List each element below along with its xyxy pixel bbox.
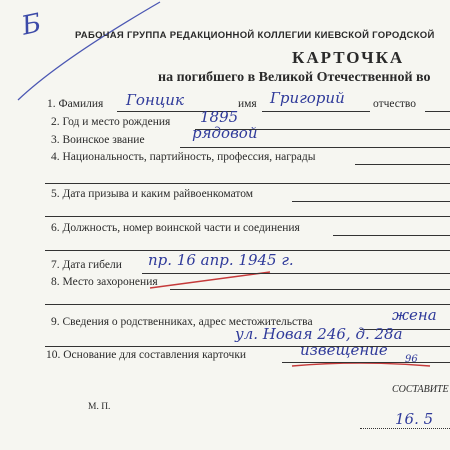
field-burial-line-1: [170, 289, 450, 290]
field-unit-line-1: [333, 235, 450, 236]
field-relatives-label: 9. Сведения о родственниках, адрес местожительства: [51, 316, 313, 328]
composed-date: 16. 5: [395, 410, 434, 428]
field-patronymic-line: [425, 111, 450, 112]
field-basis-line: [282, 362, 450, 363]
field-basis-value: извещение: [300, 341, 388, 359]
field-draft-line-2: [45, 216, 450, 217]
field-birth-value: 1895: [200, 108, 239, 126]
field-relatives-value-2: ул. Новая 246, д. 28а: [235, 325, 403, 343]
corner-mark: Б: [19, 8, 45, 42]
composed-label: СОСТАВИТЕ: [392, 384, 449, 395]
organization-header: РАБОЧАЯ ГРУППА РЕДАКЦИОННОЙ КОЛЛЕГИИ КИЕВСКОЙ ГОРОДСКОЙ: [75, 30, 435, 41]
field-surname-label: 1. Фамилия: [47, 98, 104, 110]
field-surname-value: Гонцик: [126, 91, 184, 109]
seal-placeholder: М. П.: [88, 402, 111, 412]
field-relatives-value-1: жена: [392, 306, 437, 324]
field-rank-line: [180, 147, 450, 148]
field-name-line: [262, 111, 370, 112]
field-patronymic-label: отчество: [373, 98, 417, 110]
field-rank-label: 3. Воинское звание: [51, 134, 145, 146]
field-burial-label: 8. Место захоронения: [51, 276, 158, 288]
field-name-value: Григорий: [270, 89, 345, 107]
field-rank-value: рядовой: [192, 124, 258, 142]
field-burial-line-2: [45, 304, 450, 305]
field-draft-label: 5. Дата призыва и каким райвоенкоматом: [51, 188, 254, 200]
field-death-date-label: 7. Дата гибели: [51, 259, 122, 271]
field-draft-line-1: [292, 201, 450, 202]
field-basis-note: 96: [405, 354, 418, 365]
field-nationality-line-2: [45, 183, 450, 184]
card-subtitle: на погибшего в Великой Отечественной во: [158, 70, 431, 85]
field-basis-label: 10. Основание для составления карточки: [46, 349, 247, 361]
field-name-label: имя: [238, 98, 257, 110]
field-nationality-label: 4. Национальность, партийность, профессия, награды: [51, 151, 316, 163]
field-nationality-line-1: [355, 164, 450, 165]
field-death-date-line: [142, 273, 450, 274]
composed-date-line: [360, 428, 450, 429]
card-title: КАРТОЧКА: [292, 48, 405, 67]
field-birth-label: 2. Год и место рождения: [51, 116, 171, 128]
field-unit-label: 6. Должность, номер воинской части и соединения: [51, 222, 300, 234]
field-relatives-line-2: [45, 346, 450, 347]
field-death-date-value: пр. 16 апр. 1945 г.: [148, 251, 294, 269]
